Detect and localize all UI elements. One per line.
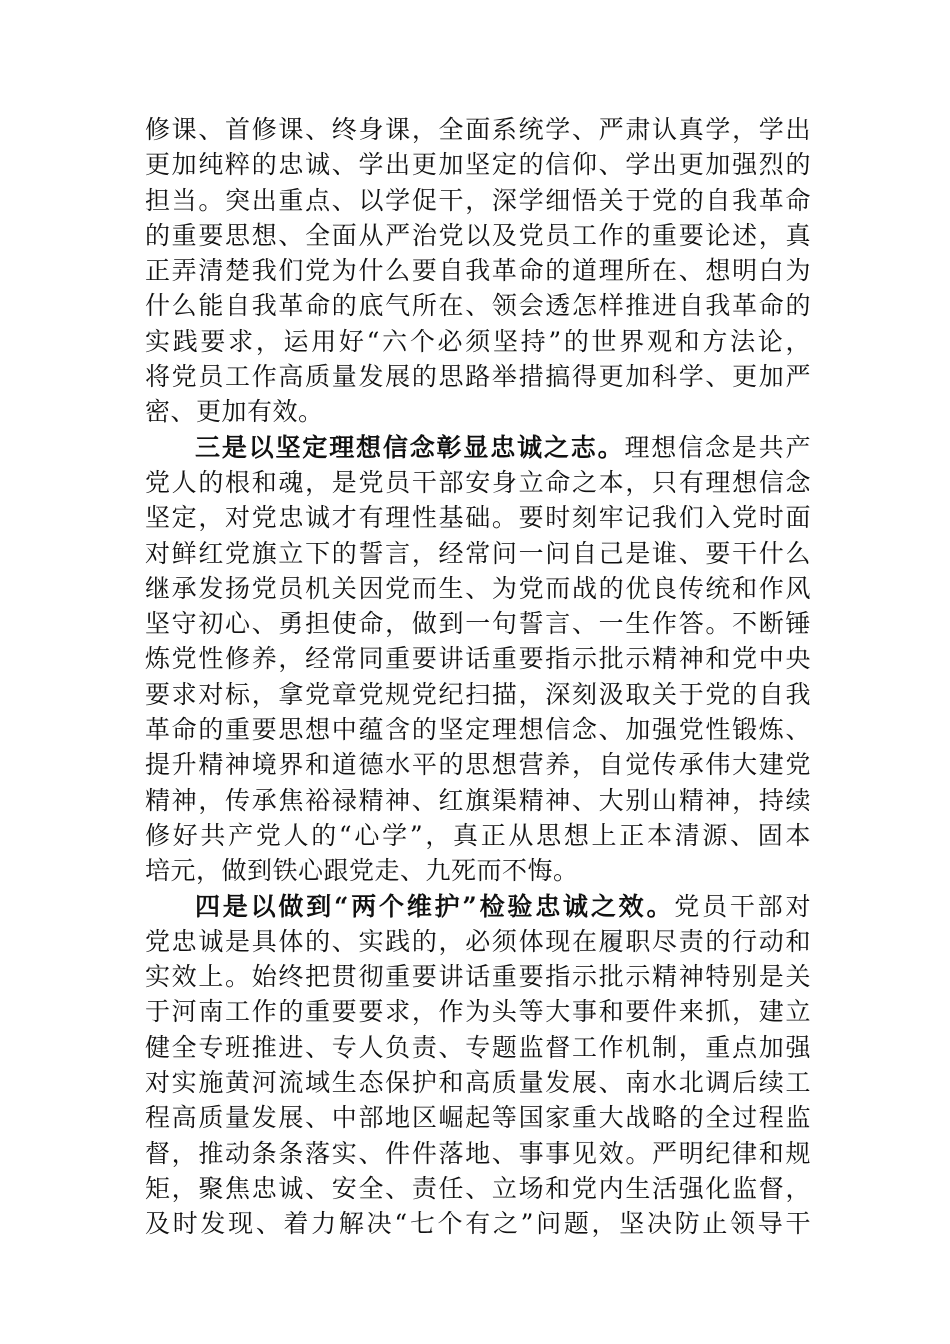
paragraph-line: 修好共产党人的“心学”，真正从思想上正本清源、固本	[145, 820, 811, 850]
paragraph-line: 对实施黄河流域生态保护和高质量发展、南水北调后续工	[145, 1068, 811, 1098]
paragraph-line: 将党员工作高质量发展的思路举措搞得更加科学、更加严	[145, 362, 811, 392]
paragraph-line: 党人的根和魂，是党员干部安身立命之本，只有理想信念	[145, 467, 811, 497]
paragraph-line: 坚定，对党忠诚才有理性基础。要时刻牢记我们入党时面	[145, 503, 811, 533]
paragraph-line: 督，推动条条落实、件件落地、事事见效。严明纪律和规	[145, 1138, 811, 1168]
paragraph-line: 对鲜红党旗立下的誓言，经常问一问自己是谁、要干什么	[145, 538, 811, 568]
paragraph-line: 修课、首修课、终身课，全面系统学、严肃认真学，学出	[145, 115, 811, 144]
section-heading: 四是以做到“两个维护”检验忠诚之效。	[195, 891, 675, 921]
paragraph-line: 的重要思想、全面从严治党以及党员工作的重要论述，真	[145, 220, 811, 250]
paragraph-line: 密、更加有效。	[145, 397, 324, 427]
paragraph-line: 程高质量发展、中部地区崛起等国家重大战略的全过程监	[145, 1103, 811, 1133]
paragraph-first-line	[145, 889, 811, 924]
paragraph-text: 理想信念是共产	[624, 432, 811, 462]
paragraph-line: 坚守初心、勇担使命，做到一句誓言、一生作答。不断锤	[145, 609, 811, 639]
paragraph-line: 及时发现、着力解决“七个有之”问题，坚决防止领导干	[145, 1209, 811, 1239]
paragraph-line: 革命的重要思想中蕴含的坚定理想信念、加强党性锻炼、	[145, 715, 811, 745]
paragraph-line: 继承发扬党员机关因党而生、为党而战的优良传统和作风	[145, 573, 811, 603]
paragraph-line: 健全专班推进、专人负责、专题监督工作机制，重点加强	[145, 1032, 811, 1062]
paragraph-line: 要求对标，拿党章党规党纪扫描，深刻汲取关于党的自我	[145, 679, 811, 709]
paragraph-line: 矩，聚焦忠诚、安全、责任、立场和党内生活强化监督，	[145, 1173, 811, 1203]
paragraph-line: 更加纯粹的忠诚、学出更加坚定的信仰、学出更加强烈的	[145, 150, 811, 180]
paragraph-line: 什么能自我革命的底气所在、领会透怎样推进自我革命的	[145, 291, 811, 321]
document-body	[145, 112, 811, 1242]
paragraph-line: 炼党性修养，经常同重要讲话重要指示批示精神和党中央	[145, 644, 811, 674]
paragraph-line: 培元，做到铁心跟党走、九死而不悔。	[145, 856, 579, 886]
paragraph-line: 于河南工作的重要要求，作为头等大事和要件来抓，建立	[145, 997, 811, 1027]
paragraph-line: 实践要求，运用好“六个必须坚持”的世界观和方法论，	[145, 326, 811, 356]
paragraph-text: 党员干部对	[674, 891, 811, 921]
paragraph-line: 精神，传承焦裕禄精神、红旗渠精神、大别山精神，持续	[145, 785, 811, 815]
paragraph-line: 实效上。始终把贯彻重要讲话重要指示批示精神特别是关	[145, 962, 811, 992]
paragraph-first-line	[145, 430, 811, 465]
section-heading: 三是以坚定理想信念彰显忠诚之志。	[195, 432, 625, 462]
paragraph-line: 正弄清楚我们党为什么要自我革命的道理所在、想明白为	[145, 256, 811, 286]
paragraph-line: 担当。突出重点、以学促干，深学细悟关于党的自我革命	[145, 185, 811, 215]
paragraph-line: 提升精神境界和道德水平的思想营养，自觉传承伟大建党	[145, 750, 811, 780]
paragraph-line: 党忠诚是具体的、实践的，必须体现在履职尽责的行动和	[145, 926, 811, 956]
